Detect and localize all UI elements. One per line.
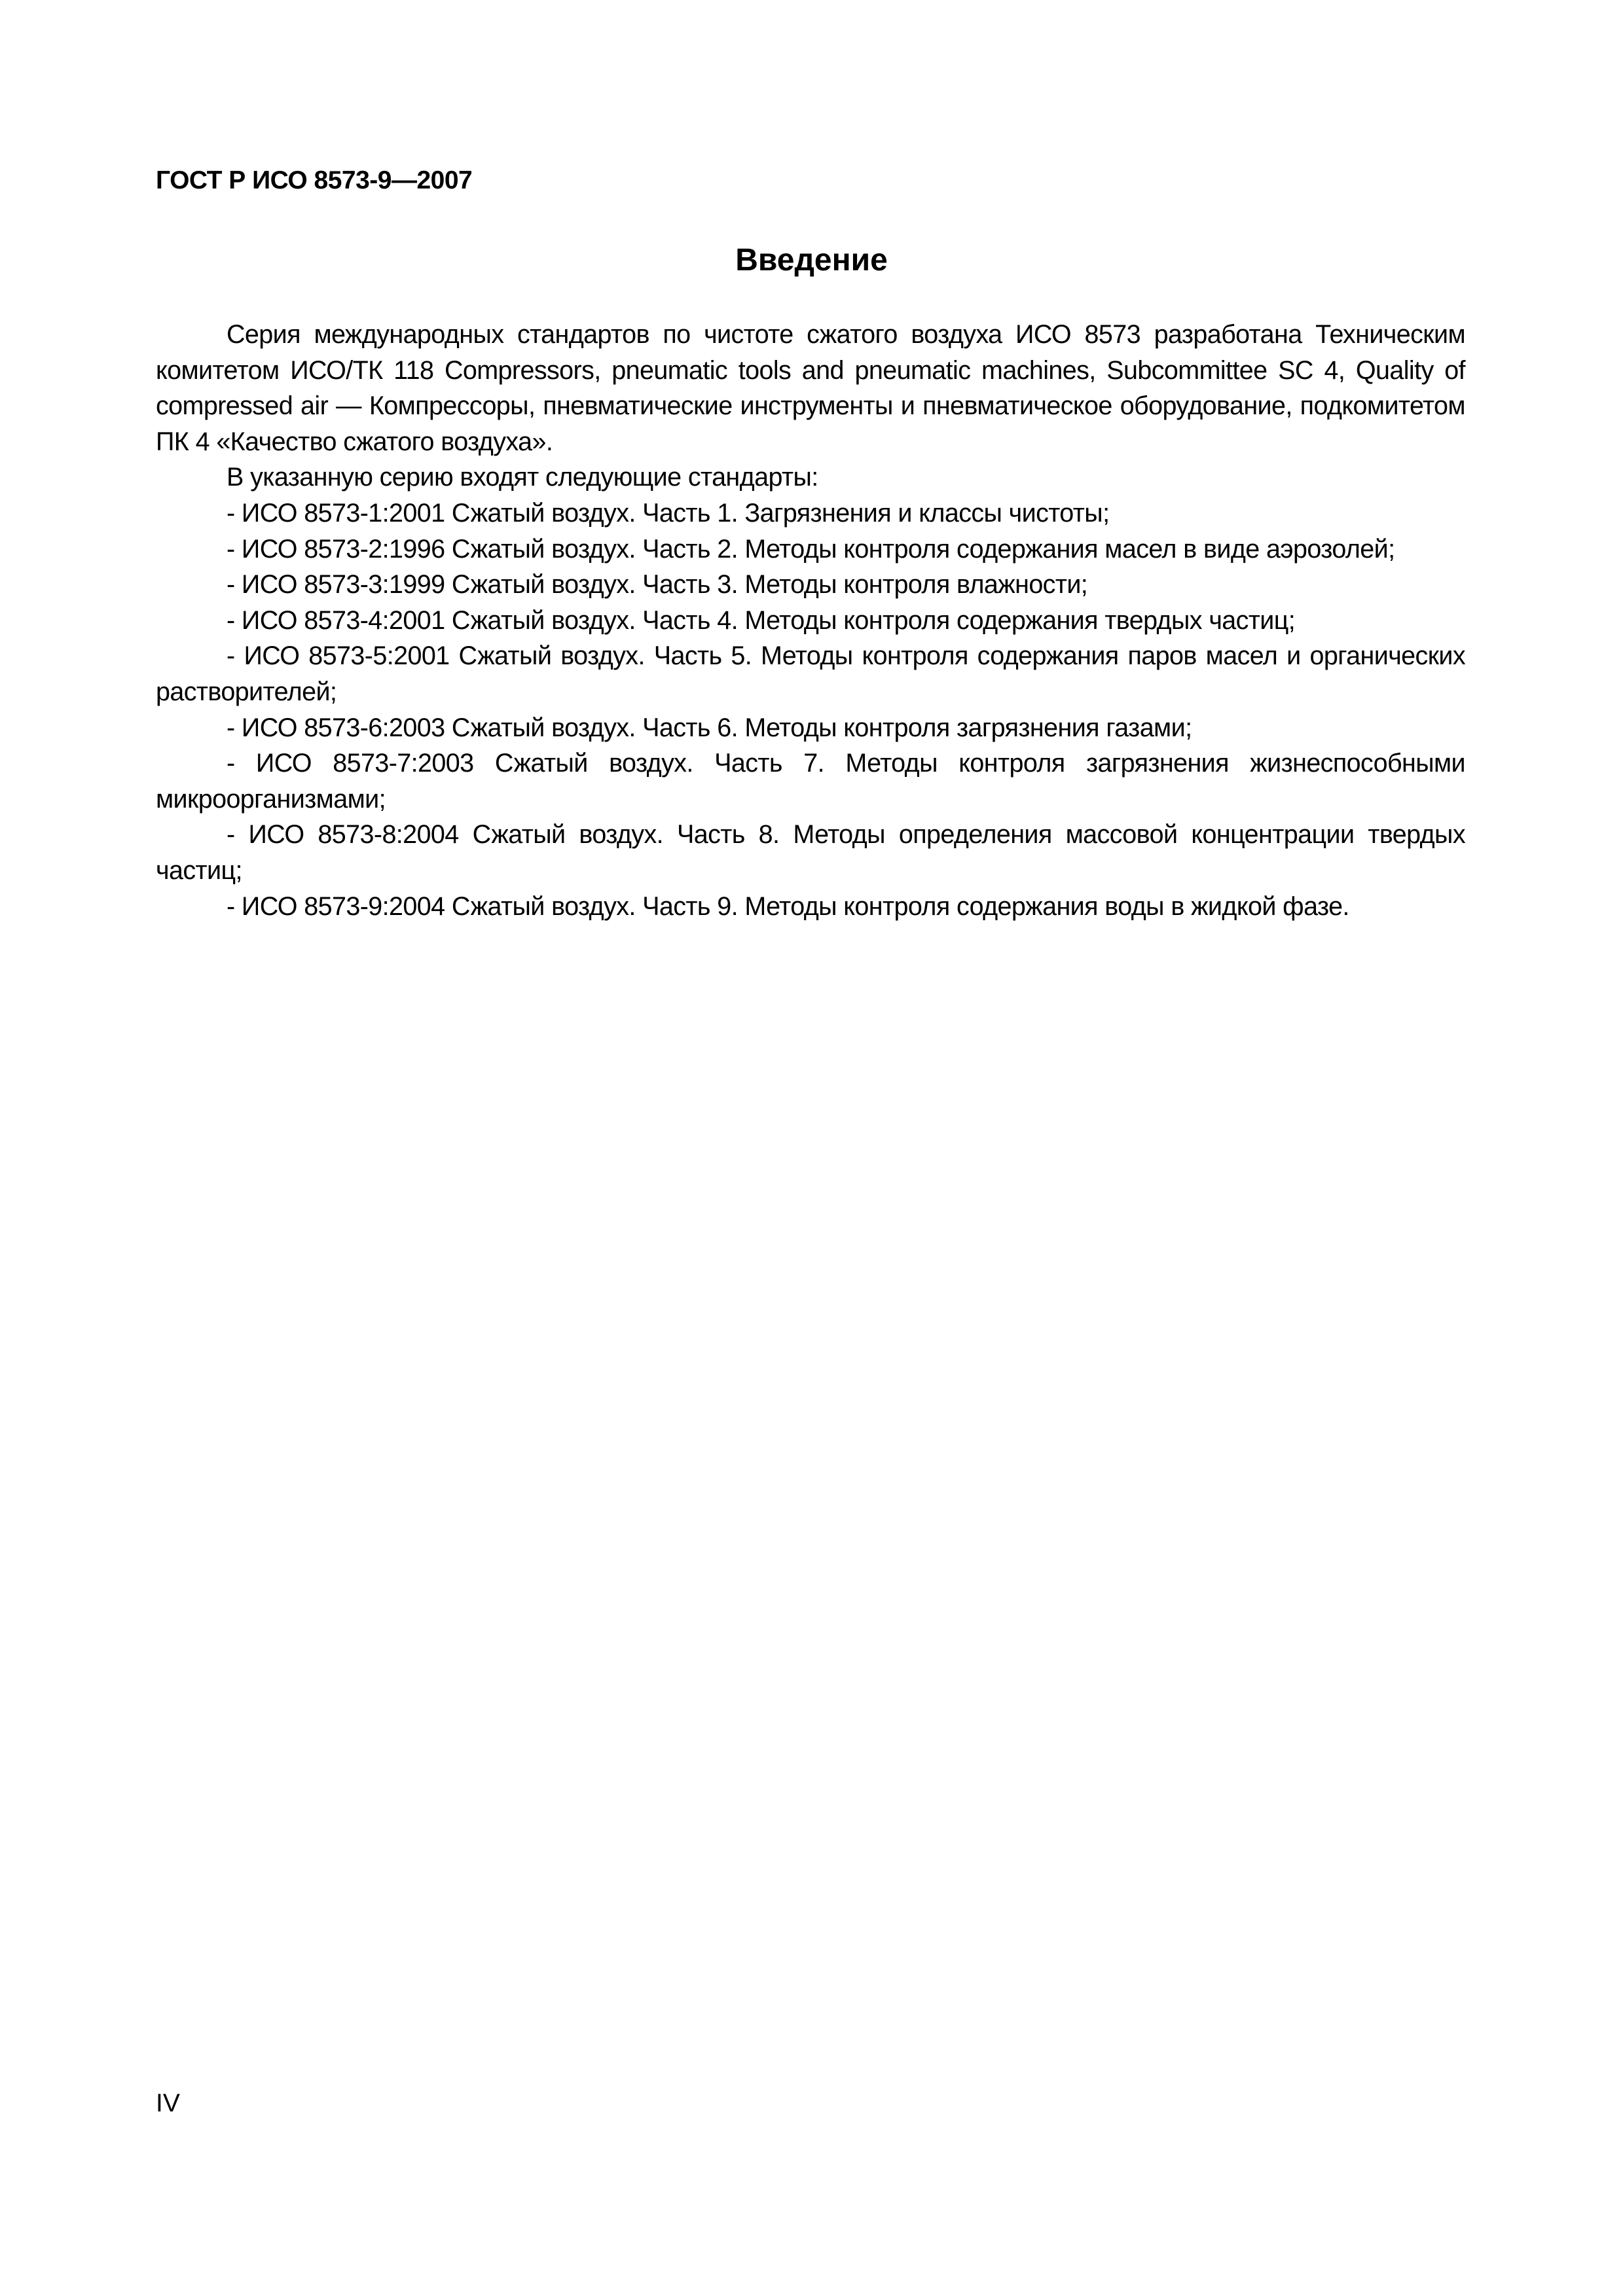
list-intro-paragraph: В указанную серию входят следующие стандарты: <box>227 463 818 492</box>
standard-list-item: - ИСО 8573-8:2004 Сжатый воздух. Часть 8. Методы определения массовой концентрации твердых частиц; <box>156 820 1465 885</box>
standard-list-item: - ИСО 8573-9:2004 Сжатый воздух. Часть 9. Методы контроля содержания воды в жидкой фазе. <box>227 891 1349 921</box>
section-title: Введение <box>735 243 888 278</box>
page-number: IV <box>156 2089 180 2117</box>
standard-list-item: - ИСО 8573-1:2001 Сжатый воздух. Часть 1. Загрязнения и классы чистоты; <box>227 498 1110 528</box>
standard-list-item: - ИСО 8573-6:2003 Сжатый воздух. Часть 6. Методы контроля загрязнения газами; <box>227 713 1192 742</box>
document-code-header: ГОСТ Р ИСО 8573-9—2007 <box>156 166 473 194</box>
standard-list-item: - ИСО 8573-2:1996 Сжатый воздух. Часть 2. Методы контроля содержания масел в виде аэрозолей; <box>227 534 1395 564</box>
standard-list-item: - ИСО 8573-5:2001 Сжатый воздух. Часть 5. Методы контроля содержания паров масел и органических растворителей; <box>156 641 1465 706</box>
introduction-body <box>156 317 1465 924</box>
standard-list-item: - ИСО 8573-7:2003 Сжатый воздух. Часть 7. Методы контроля загрязнения жизнеспособными микроорганизмами; <box>156 749 1465 814</box>
standard-list-item: - ИСО 8573-3:1999 Сжатый воздух. Часть 3. Методы контроля влажности; <box>227 570 1088 600</box>
standard-list-item: - ИСО 8573-4:2001 Сжатый воздух. Часть 4. Методы контроля содержания твердых частиц; <box>227 605 1296 635</box>
intro-paragraph: Серия международных стандартов по чистоте сжатого воздуха ИСО 8573 разработана Техническим комитетом ИСО/ТК 118 Compressors, pneumatic tools and pneumatic machines, Subcommittee SC 4, Quality of compressed air — Компрессоры, пневматические инструменты и пневматическое оборудование, подкомитетом ПК 4 «Качество сжатого воздуха». <box>156 320 1465 456</box>
